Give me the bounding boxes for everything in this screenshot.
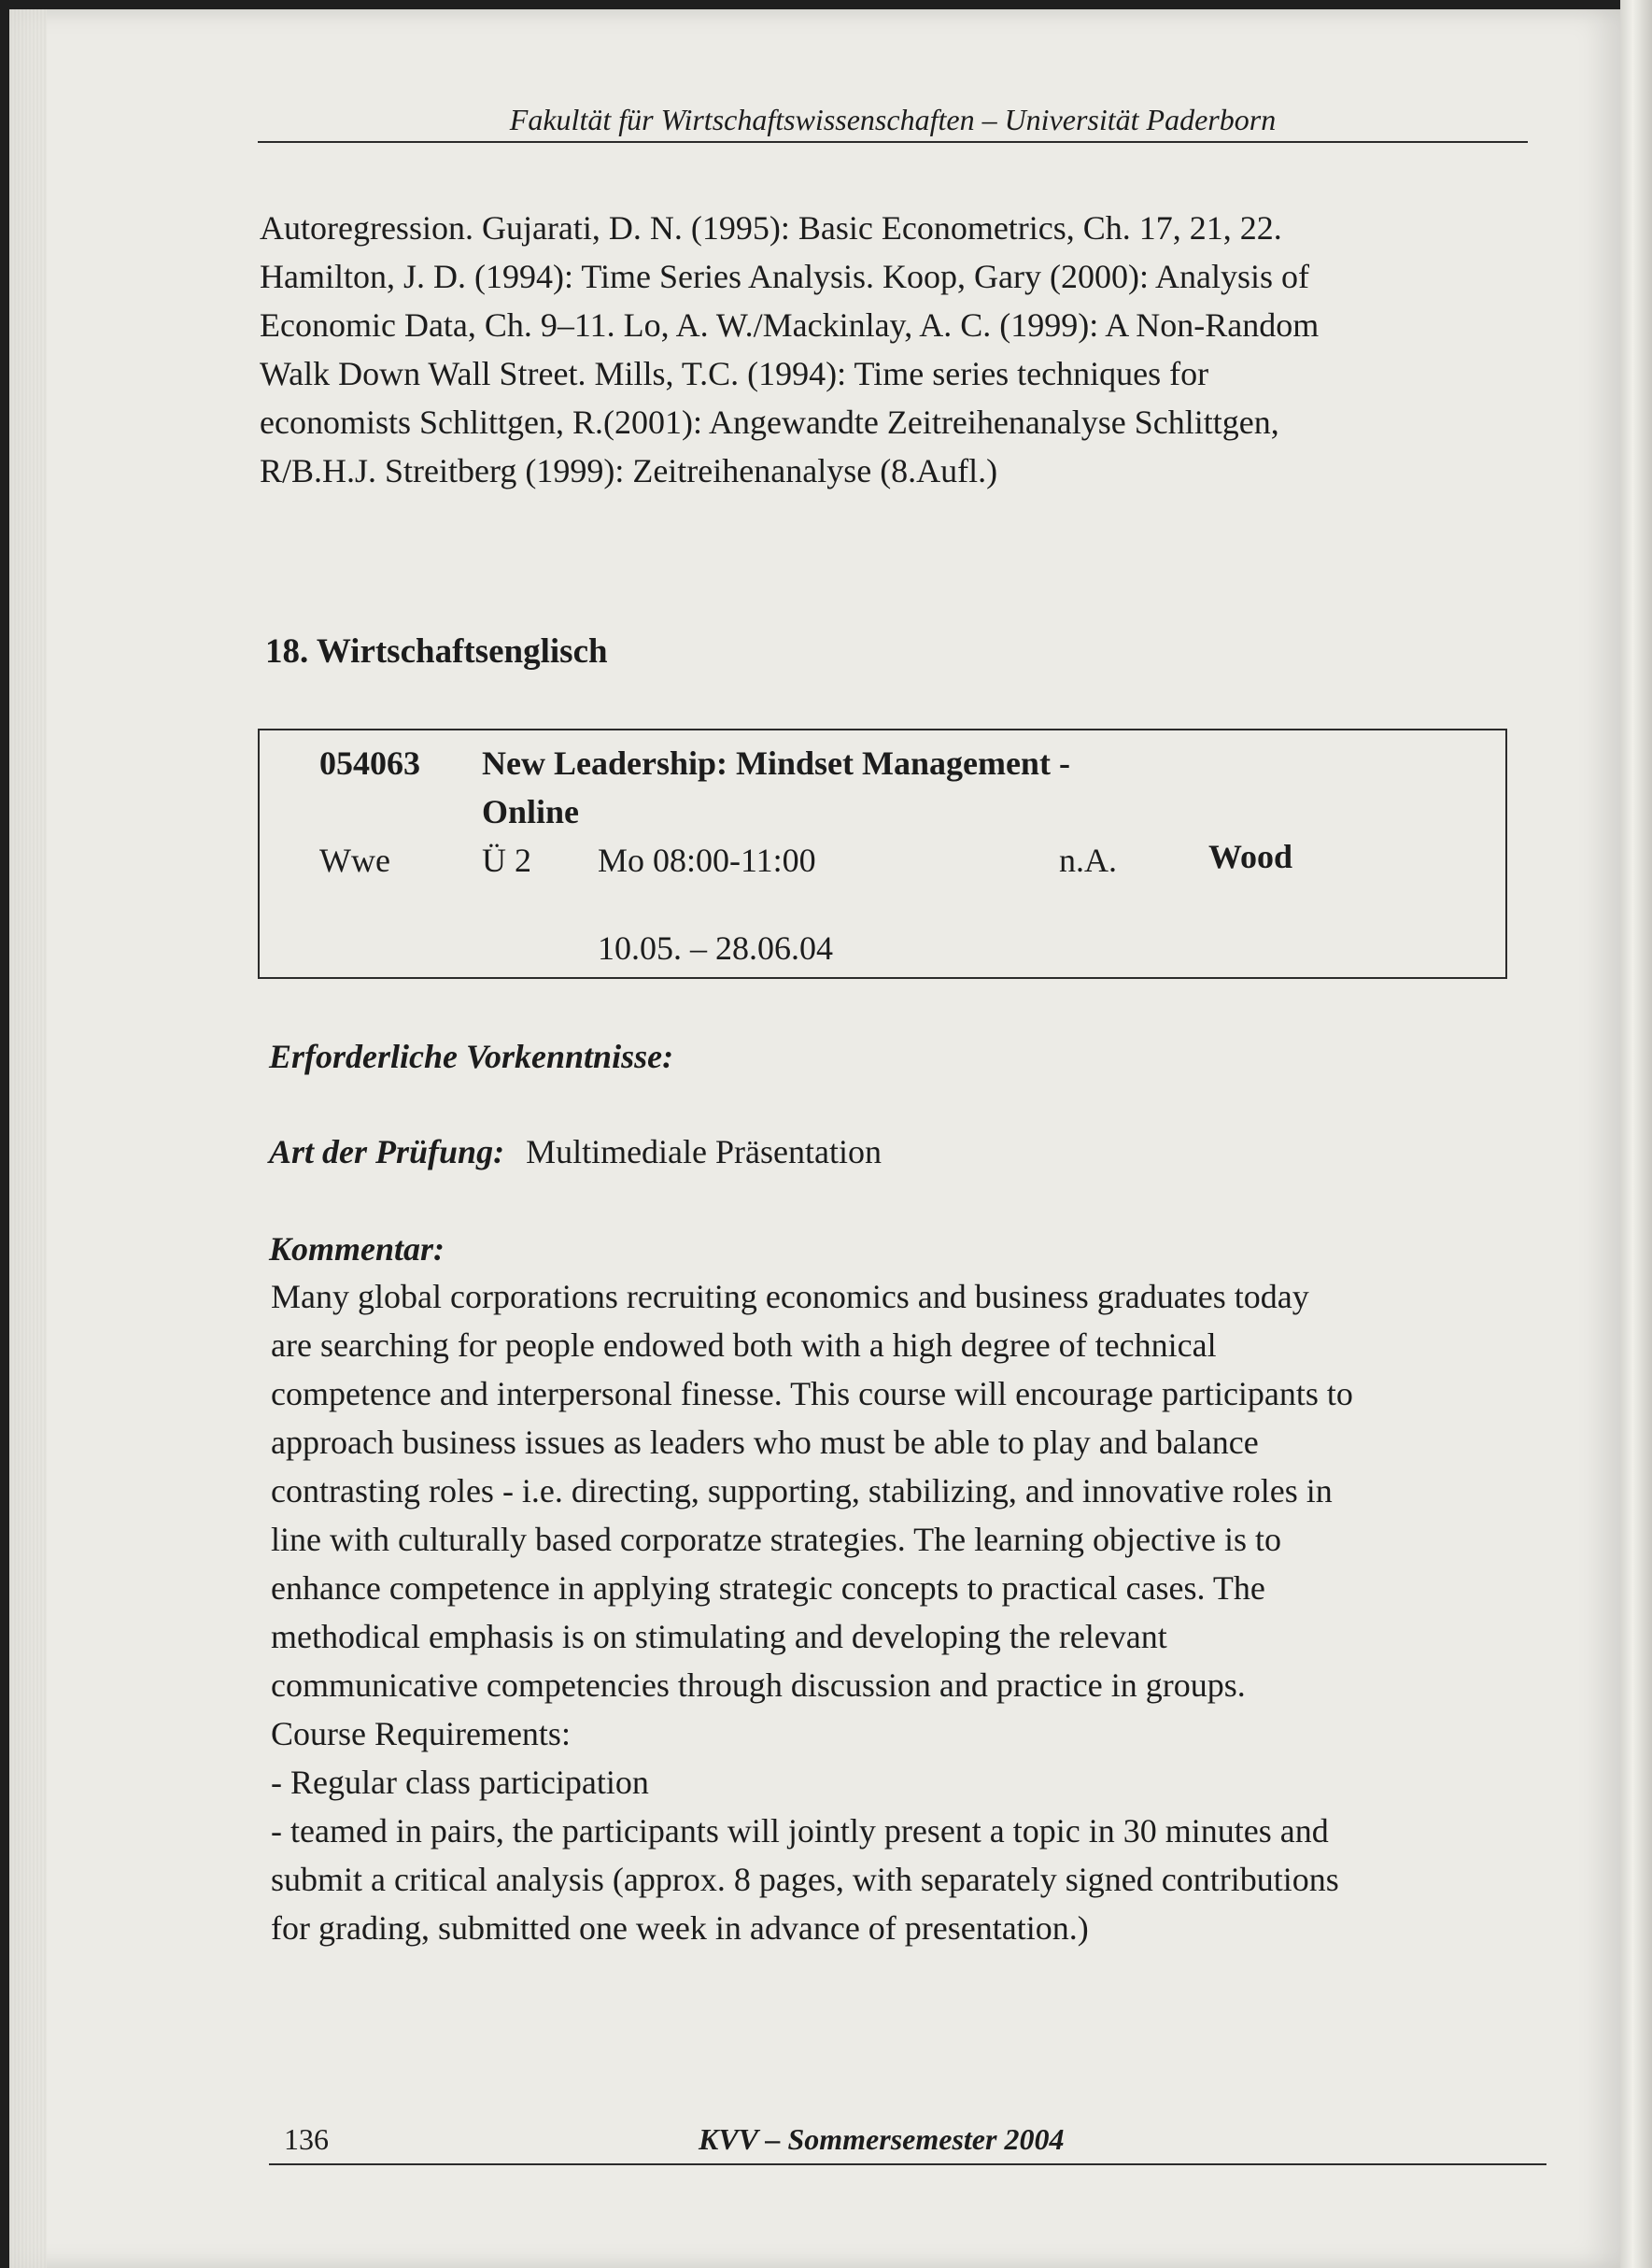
- course-info-box: [258, 729, 1507, 979]
- text-line: enhance competence in applying strategic concepts to practical cases. The: [271, 1569, 1265, 1607]
- section-title: 18. Wirtschaftsenglisch: [265, 632, 608, 671]
- requirement-item: - Regular class participation: [271, 1764, 649, 1801]
- course-number: 054063: [319, 744, 420, 782]
- requirement-item: - teamed in pairs, the participants will jointly present a topic in 30 minutes and: [271, 1812, 1329, 1850]
- text-line: Walk Down Wall Street. Mills, T.C. (1994): Time series techniques for: [260, 355, 1209, 392]
- course-time: Mo 08:00-11:00: [598, 842, 816, 879]
- book-binding: [9, 9, 47, 2268]
- exam-label: Art der Prüfung:: [269, 1133, 505, 1170]
- text-line: economists Schlittgen, R.(2001): Angewandte Zeitreihenanalyse Schlittgen,: [260, 404, 1279, 441]
- page-number: 136: [284, 2122, 329, 2156]
- page-footer: [269, 2122, 1546, 2165]
- text-line: Economic Data, Ch. 9–11. Lo, A. W./Mackinlay, A. C. (1999): A Non-Random: [260, 306, 1320, 344]
- requirement-item: for grading, submitted one week in advance of presentation.): [271, 1909, 1089, 1947]
- course-title-line1: New Leadership: Mindset Management -: [482, 744, 1070, 782]
- text-line: Many global corporations recruiting economics and business graduates today: [271, 1278, 1309, 1315]
- page-edge: [1620, 0, 1652, 2268]
- course-title-line2: Online: [482, 793, 580, 830]
- text-line: are searching for people endowed both with a high degree of technical: [271, 1326, 1217, 1364]
- text-line: Hamilton, J. D. (1994): Time Series Analysis. Koop, Gary (2000): Analysis of: [260, 258, 1309, 295]
- comment-label: Kommentar:: [269, 1230, 445, 1268]
- literature-paragraph: [260, 204, 1490, 495]
- exam-row: [269, 1132, 882, 1171]
- text-line: R/B.H.J. Streitberg (1999): Zeitreihenanalyse (8.Aufl.): [260, 452, 998, 489]
- text-line: Autoregression. Gujarati, D. N. (1995): Basic Econometrics, Ch. 17, 21, 22.: [260, 209, 1282, 247]
- course-type: Ü 2: [482, 842, 531, 879]
- comment-paragraph: [271, 1272, 1502, 1952]
- prerequisites-label: Erforderliche Vorkenntnisse:: [269, 1038, 674, 1075]
- text-line: line with culturally based corporatze strategies. The learning objective is to: [271, 1521, 1281, 1558]
- text-line: methodical emphasis is on stimulating and developing the relevant: [271, 1618, 1167, 1655]
- running-header: Fakultät für Wirtschaftswissenschaften – Universität Paderborn: [258, 103, 1528, 143]
- text-line: competence and interpersonal finesse. This course will encourage participants to: [271, 1375, 1353, 1412]
- course-dates: 10.05. – 28.06.04: [598, 929, 833, 967]
- text-line: contrasting roles - i.e. directing, supporting, stabilizing, and innovative roles in: [271, 1472, 1333, 1510]
- requirements-heading: Course Requirements:: [271, 1715, 571, 1752]
- text-line: communicative competencies through discussion and practice in groups.: [271, 1666, 1246, 1704]
- requirement-item: submit a critical analysis (approx. 8 pages, with separately signed contributions: [271, 1861, 1339, 1898]
- course-target-group: Wwe: [319, 842, 390, 879]
- footer-title: KVV – Sommersemester 2004: [699, 2122, 1065, 2156]
- text-line: approach business issues as leaders who must be able to play and balance: [271, 1424, 1259, 1461]
- exam-value: Multimediale Präsentation: [526, 1133, 882, 1170]
- course-lecturer: Wood: [1208, 838, 1293, 875]
- course-room: n.A.: [1059, 842, 1117, 879]
